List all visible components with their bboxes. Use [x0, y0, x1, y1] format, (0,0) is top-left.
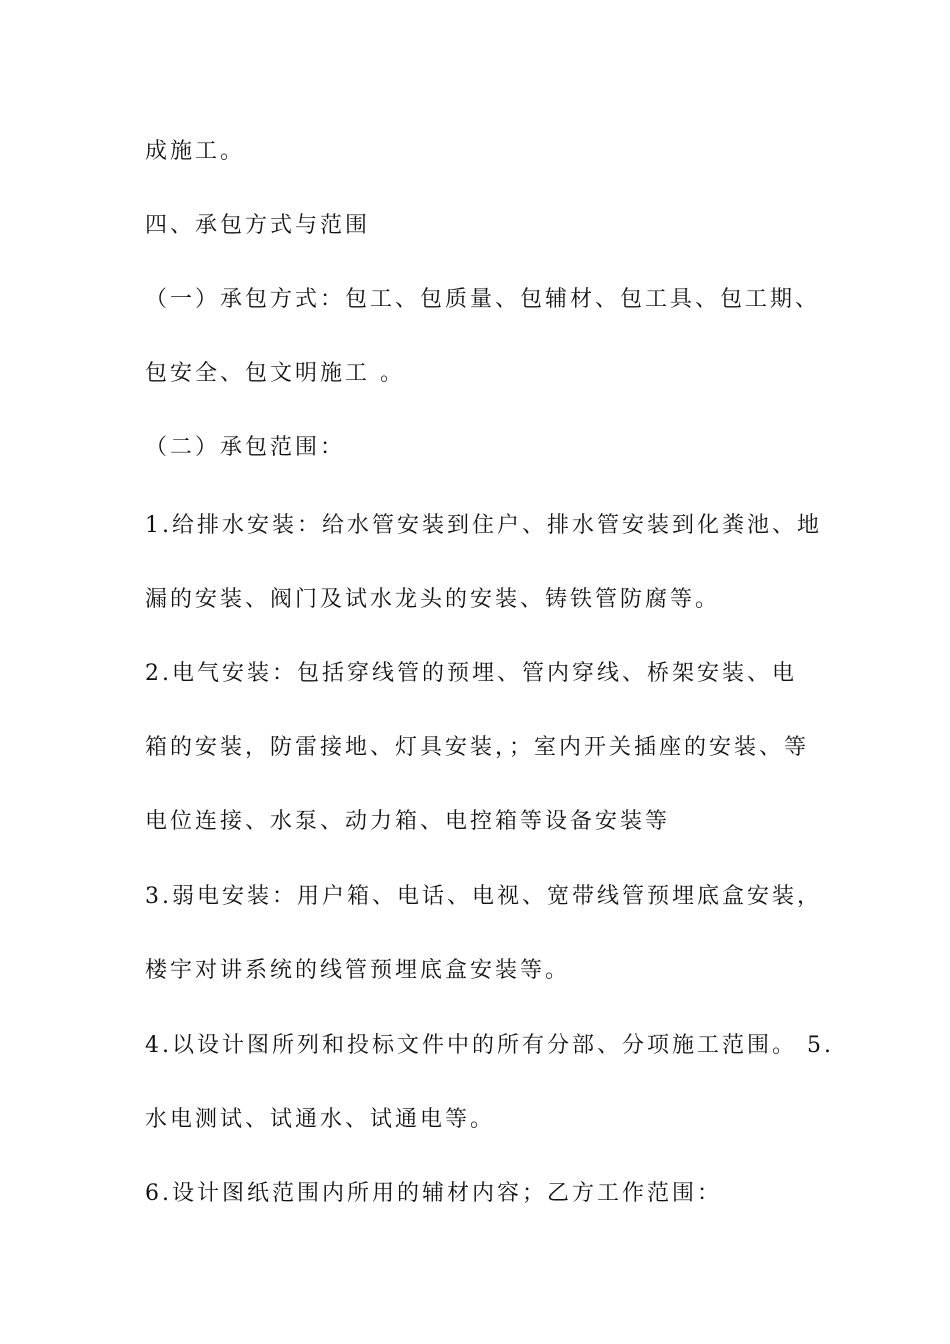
text-line: 3.弱电安装：用户箱、电话、电视、宽带线管预埋底盒安装，	[145, 884, 822, 909]
text-line: 水电测试、试通水、试通电等。	[145, 1107, 496, 1132]
text-line: 成施工。	[145, 139, 246, 164]
text-line: 电位连接、水泵、动力箱、电控箱等设备安装等	[145, 809, 671, 834]
text-line: 2.电气安装：包括穿线管的预埋、管内穿线、桥架安装、电	[145, 661, 797, 686]
text-line: 漏的安装、阀门及试水龙头的安装、铸铁管防腐等。	[145, 587, 721, 612]
text-line: 箱的安装，防雷接地、灯具安装，；室内开关插座的安装、等	[145, 735, 810, 760]
text-line: 包安全、包文明施工 。	[145, 361, 405, 386]
text-line: 4.以设计图所列和投标文件中的所有分部、分项施工范围。 5.	[145, 1033, 834, 1058]
text-line: 1.给排水安装：给水管安装到住户、排水管安装到化粪池、地	[145, 513, 822, 538]
section-heading: 四、承包方式与范围	[145, 213, 371, 238]
text-line: （一）承包方式：包工、包质量、包辅材、包工具、包工期、	[145, 287, 821, 312]
subsection-heading: （二）承包范围：	[145, 435, 346, 460]
text-line: 楼宇对讲系统的线管预埋底盒安装等。	[145, 958, 571, 983]
text-line: 6.设计图纸范围内所用的辅材内容；乙方工作范围：	[145, 1181, 722, 1206]
